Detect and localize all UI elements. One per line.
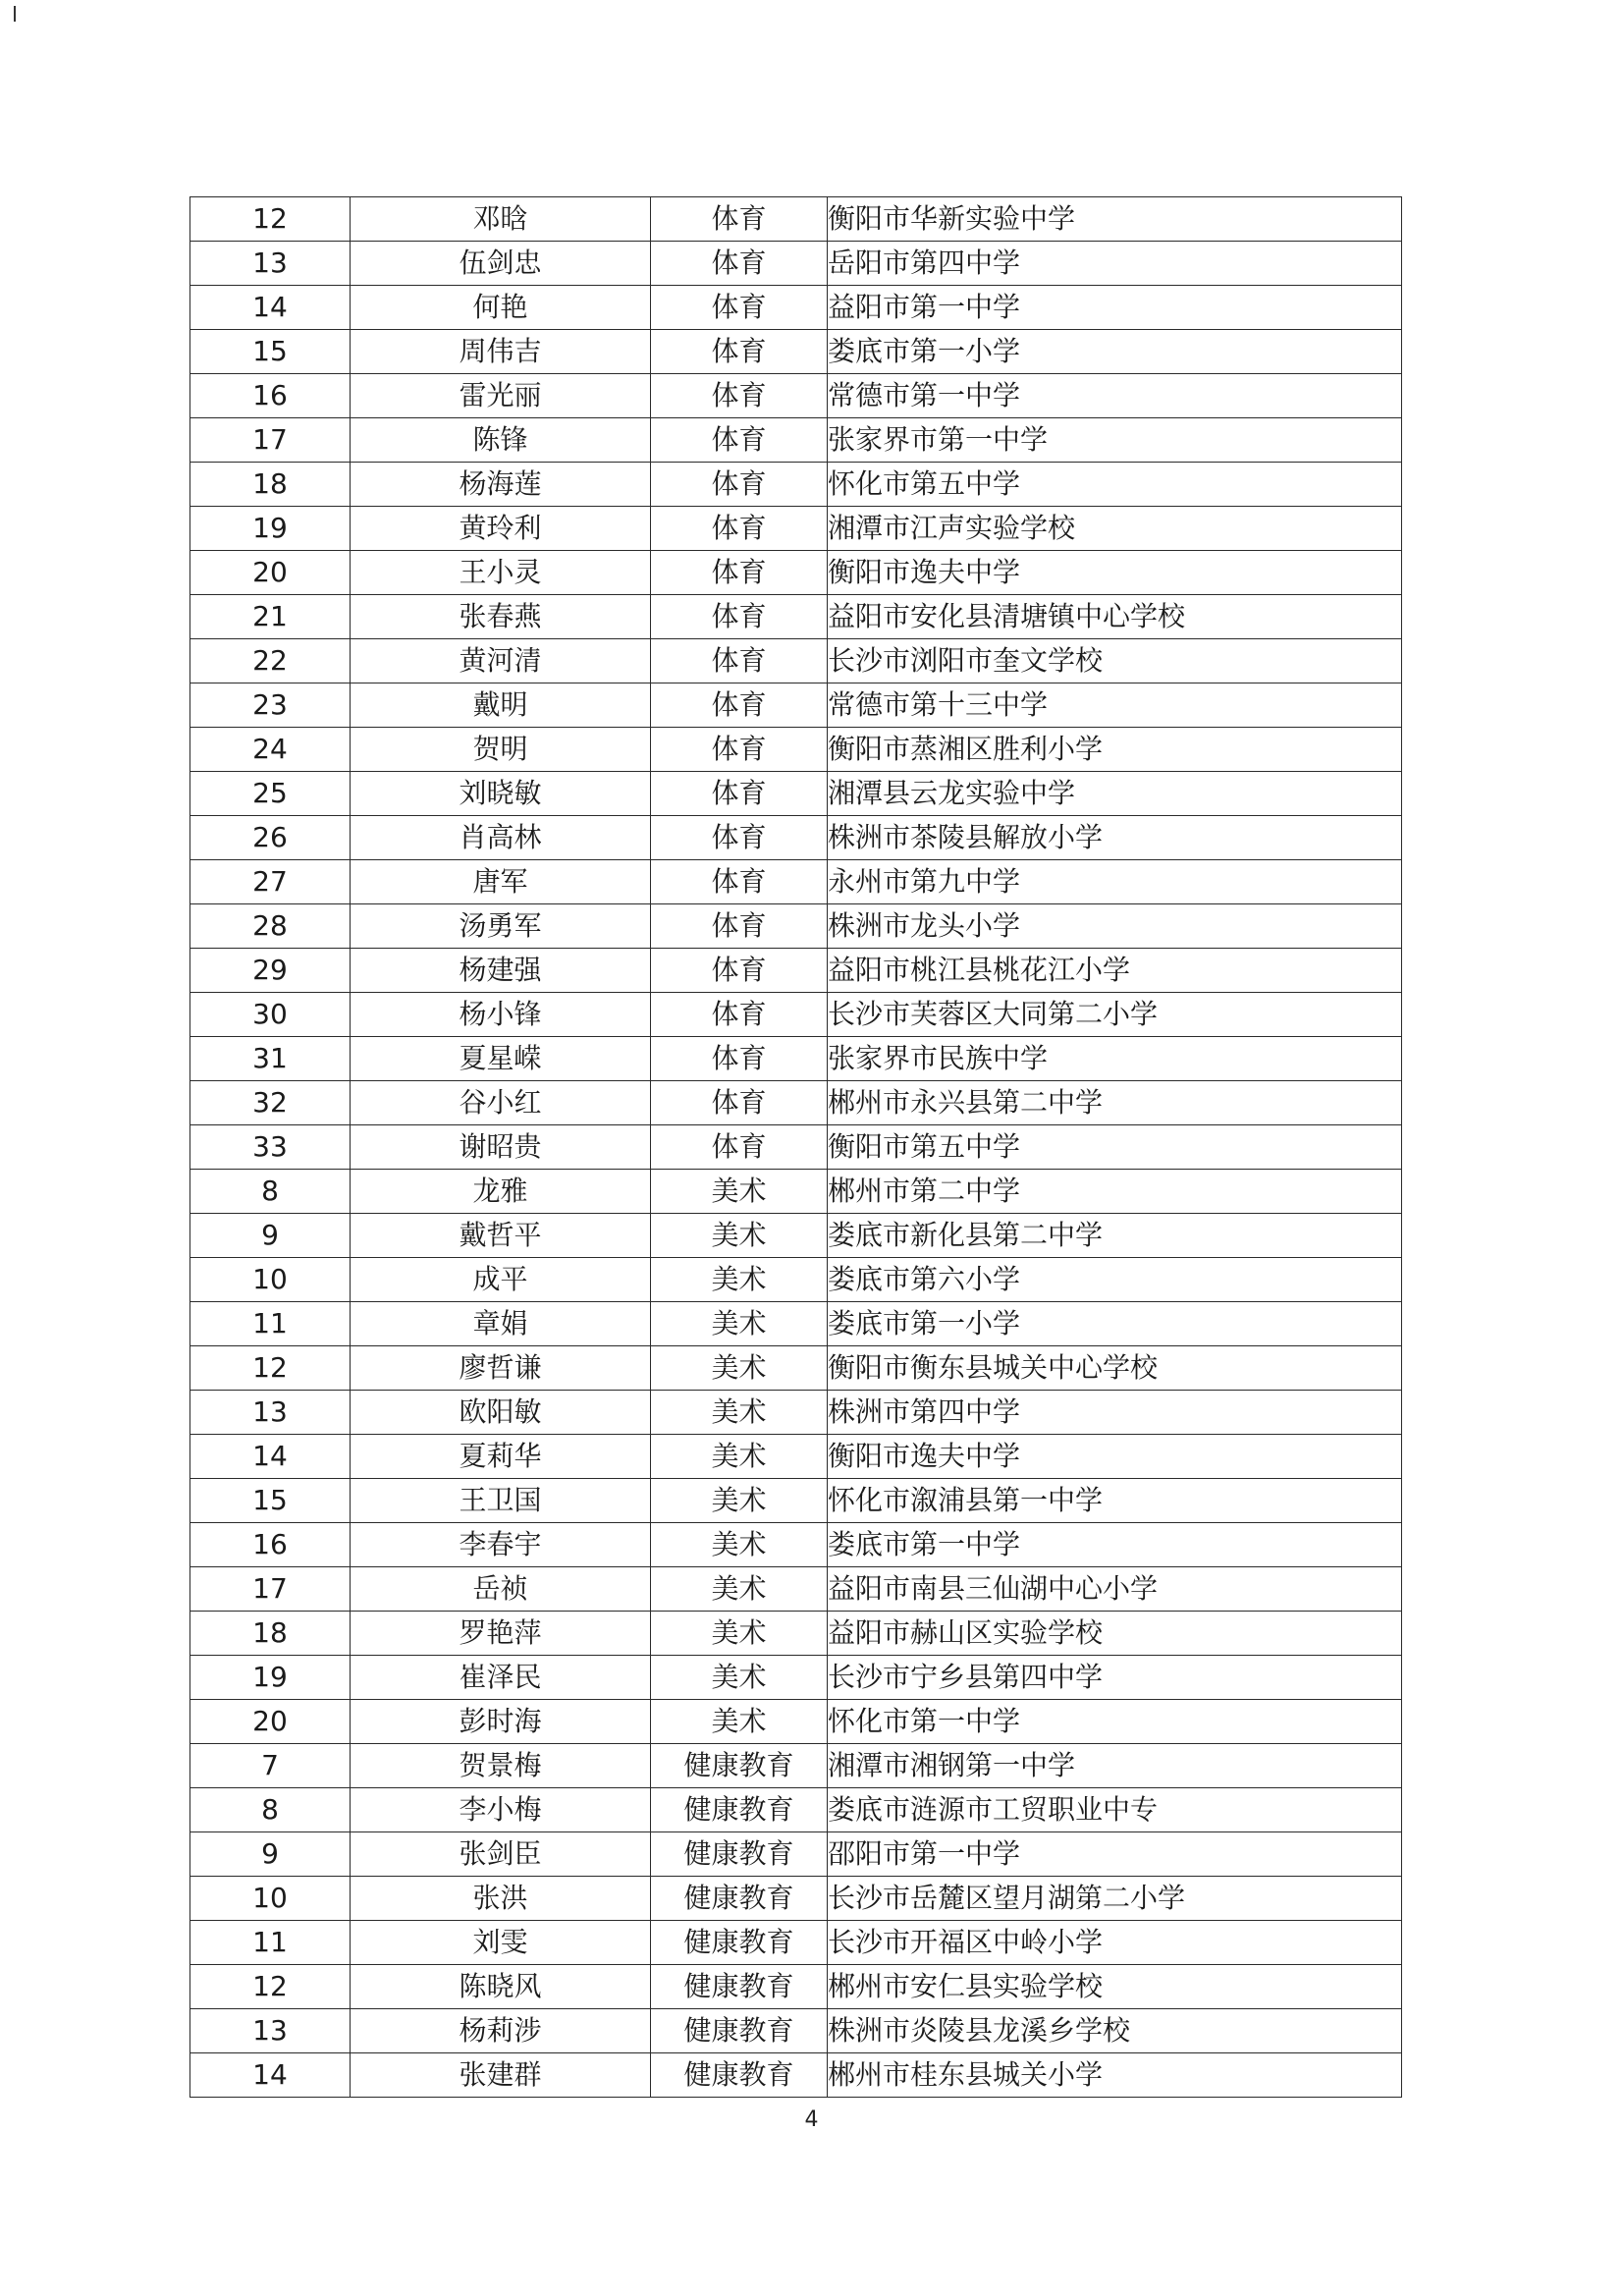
name-cell: 周伟吉 — [351, 330, 651, 374]
name-cell: 罗艳萍 — [351, 1612, 651, 1656]
unit-cell: 郴州市永兴县第二中学 — [828, 1081, 1402, 1125]
row-number-cell: 30 — [190, 993, 351, 1037]
row-number-cell: 10 — [190, 1258, 351, 1302]
subject-cell: 美术 — [651, 1656, 828, 1700]
subject-cell: 体育 — [651, 1081, 828, 1125]
unit-cell: 衡阳市衡东县城关中心学校 — [828, 1346, 1402, 1391]
unit-cell: 益阳市桃江县桃花江小学 — [828, 949, 1402, 993]
subject-cell: 体育 — [651, 993, 828, 1037]
row-number-cell: 17 — [190, 418, 351, 463]
table-row — [190, 1700, 1402, 1744]
subject-cell: 体育 — [651, 463, 828, 507]
table-row — [190, 1788, 1402, 1832]
row-number-cell: 12 — [190, 1965, 351, 2009]
table-row — [190, 1258, 1402, 1302]
row-number-cell: 26 — [190, 816, 351, 860]
subject-cell: 体育 — [651, 772, 828, 816]
subject-cell: 体育 — [651, 1125, 828, 1170]
subject-cell: 体育 — [651, 949, 828, 993]
row-number-cell: 18 — [190, 1612, 351, 1656]
subject-cell: 健康教育 — [651, 1788, 828, 1832]
row-number-cell: 9 — [190, 1832, 351, 1877]
table-row — [190, 1214, 1402, 1258]
table-row — [190, 1744, 1402, 1788]
subject-cell: 体育 — [651, 683, 828, 728]
unit-cell: 株洲市炎陵县龙溪乡学校 — [828, 2009, 1402, 2053]
name-cell: 杨海莲 — [351, 463, 651, 507]
row-number-cell: 13 — [190, 2009, 351, 2053]
name-cell: 杨莉涉 — [351, 2009, 651, 2053]
table-row — [190, 1346, 1402, 1391]
table-row — [190, 1523, 1402, 1567]
name-cell: 岳祯 — [351, 1567, 651, 1612]
table-row — [190, 1037, 1402, 1081]
table-row — [190, 728, 1402, 772]
name-cell: 杨建强 — [351, 949, 651, 993]
unit-cell: 张家界市第一中学 — [828, 418, 1402, 463]
row-number-cell: 24 — [190, 728, 351, 772]
name-cell: 陈晓风 — [351, 1965, 651, 2009]
row-number-cell: 11 — [190, 1921, 351, 1965]
unit-cell: 娄底市涟源市工贸职业中专 — [828, 1788, 1402, 1832]
table-row — [190, 1302, 1402, 1346]
table-row — [190, 2053, 1402, 2098]
unit-cell: 株洲市龙头小学 — [828, 904, 1402, 949]
name-cell: 陈锋 — [351, 418, 651, 463]
subject-cell: 健康教育 — [651, 1877, 828, 1921]
unit-cell: 娄底市第一中学 — [828, 1523, 1402, 1567]
subject-cell: 美术 — [651, 1170, 828, 1214]
name-cell: 汤勇军 — [351, 904, 651, 949]
unit-cell: 湘潭市江声实验学校 — [828, 507, 1402, 551]
name-cell: 何艳 — [351, 286, 651, 330]
table-row — [190, 595, 1402, 639]
name-cell: 张洪 — [351, 1877, 651, 1921]
subject-cell: 美术 — [651, 1391, 828, 1435]
row-number-cell: 29 — [190, 949, 351, 993]
subject-cell: 体育 — [651, 197, 828, 242]
unit-cell: 郴州市桂东县城关小学 — [828, 2053, 1402, 2098]
unit-cell: 衡阳市逸夫中学 — [828, 1435, 1402, 1479]
unit-cell: 张家界市民族中学 — [828, 1037, 1402, 1081]
table-row — [190, 1081, 1402, 1125]
unit-cell: 衡阳市逸夫中学 — [828, 551, 1402, 595]
table-row — [190, 1435, 1402, 1479]
table-row — [190, 993, 1402, 1037]
row-number-cell: 10 — [190, 1877, 351, 1921]
table-row — [190, 816, 1402, 860]
subject-cell: 体育 — [651, 374, 828, 418]
subject-cell: 体育 — [651, 507, 828, 551]
name-cell: 雷光丽 — [351, 374, 651, 418]
name-cell: 章娟 — [351, 1302, 651, 1346]
name-cell: 崔泽民 — [351, 1656, 651, 1700]
roster-body — [190, 197, 1402, 2098]
name-cell: 李春宇 — [351, 1523, 651, 1567]
row-number-cell: 14 — [190, 2053, 351, 2098]
name-cell: 戴明 — [351, 683, 651, 728]
subject-cell: 美术 — [651, 1612, 828, 1656]
row-number-cell: 18 — [190, 463, 351, 507]
unit-cell: 衡阳市第五中学 — [828, 1125, 1402, 1170]
row-number-cell: 15 — [190, 1479, 351, 1523]
row-number-cell: 12 — [190, 1346, 351, 1391]
unit-cell: 长沙市岳麓区望月湖第二小学 — [828, 1877, 1402, 1921]
unit-cell: 湘潭县云龙实验中学 — [828, 772, 1402, 816]
table-row — [190, 1170, 1402, 1214]
table-row — [190, 374, 1402, 418]
row-number-cell: 20 — [190, 551, 351, 595]
unit-cell: 郴州市第二中学 — [828, 1170, 1402, 1214]
unit-cell: 常德市第一中学 — [828, 374, 1402, 418]
subject-cell: 体育 — [651, 816, 828, 860]
page-number: 4 — [804, 2107, 819, 2132]
name-cell: 夏星嵘 — [351, 1037, 651, 1081]
name-cell: 龙雅 — [351, 1170, 651, 1214]
row-number-cell: 16 — [190, 374, 351, 418]
name-cell: 肖高林 — [351, 816, 651, 860]
subject-cell: 健康教育 — [651, 2053, 828, 2098]
unit-cell: 怀化市第五中学 — [828, 463, 1402, 507]
unit-cell: 郴州市安仁县实验学校 — [828, 1965, 1402, 2009]
unit-cell: 娄底市第一小学 — [828, 330, 1402, 374]
row-number-cell: 32 — [190, 1081, 351, 1125]
table-row — [190, 551, 1402, 595]
table-row — [190, 1965, 1402, 2009]
name-cell: 邓晗 — [351, 197, 651, 242]
name-cell: 黄玲利 — [351, 507, 651, 551]
row-number-cell: 17 — [190, 1567, 351, 1612]
name-cell: 欧阳敏 — [351, 1391, 651, 1435]
table-row — [190, 2009, 1402, 2053]
row-number-cell: 25 — [190, 772, 351, 816]
unit-cell: 娄底市第一小学 — [828, 1302, 1402, 1346]
subject-cell: 体育 — [651, 330, 828, 374]
row-number-cell: 8 — [190, 1170, 351, 1214]
table-row — [190, 286, 1402, 330]
table-row — [190, 330, 1402, 374]
name-cell: 廖哲谦 — [351, 1346, 651, 1391]
table-row — [190, 683, 1402, 728]
name-cell: 张剑臣 — [351, 1832, 651, 1877]
subject-cell: 健康教育 — [651, 1965, 828, 2009]
name-cell: 张春燕 — [351, 595, 651, 639]
table-row — [190, 949, 1402, 993]
row-number-cell: 19 — [190, 1656, 351, 1700]
name-cell: 刘雯 — [351, 1921, 651, 1965]
row-number-cell: 13 — [190, 242, 351, 286]
subject-cell: 体育 — [651, 551, 828, 595]
unit-cell: 湘潭市湘钢第一中学 — [828, 1744, 1402, 1788]
unit-cell: 益阳市南县三仙湖中心小学 — [828, 1567, 1402, 1612]
unit-cell: 永州市第九中学 — [828, 860, 1402, 904]
table-row — [190, 507, 1402, 551]
table-row — [190, 197, 1402, 242]
table-row — [190, 1479, 1402, 1523]
subject-cell: 体育 — [651, 860, 828, 904]
unit-cell: 怀化市溆浦县第一中学 — [828, 1479, 1402, 1523]
name-cell: 贺景梅 — [351, 1744, 651, 1788]
row-number-cell: 16 — [190, 1523, 351, 1567]
unit-cell: 益阳市安化县清塘镇中心学校 — [828, 595, 1402, 639]
subject-cell: 体育 — [651, 418, 828, 463]
name-cell: 张建群 — [351, 2053, 651, 2098]
scan-mark — [14, 6, 16, 22]
row-number-cell: 8 — [190, 1788, 351, 1832]
unit-cell: 长沙市芙蓉区大同第二小学 — [828, 993, 1402, 1037]
subject-cell: 美术 — [651, 1435, 828, 1479]
unit-cell: 邵阳市第一中学 — [828, 1832, 1402, 1877]
table-row — [190, 242, 1402, 286]
name-cell: 成平 — [351, 1258, 651, 1302]
table-row — [190, 904, 1402, 949]
name-cell: 谢昭贵 — [351, 1125, 651, 1170]
name-cell: 伍剑忠 — [351, 242, 651, 286]
unit-cell: 岳阳市第四中学 — [828, 242, 1402, 286]
subject-cell: 健康教育 — [651, 1921, 828, 1965]
subject-cell: 体育 — [651, 595, 828, 639]
table-row — [190, 418, 1402, 463]
subject-cell: 美术 — [651, 1567, 828, 1612]
row-number-cell: 9 — [190, 1214, 351, 1258]
row-number-cell: 15 — [190, 330, 351, 374]
unit-cell: 株洲市第四中学 — [828, 1391, 1402, 1435]
row-number-cell: 28 — [190, 904, 351, 949]
unit-cell: 娄底市第六小学 — [828, 1258, 1402, 1302]
row-number-cell: 33 — [190, 1125, 351, 1170]
name-cell: 谷小红 — [351, 1081, 651, 1125]
unit-cell: 益阳市第一中学 — [828, 286, 1402, 330]
table-row — [190, 1877, 1402, 1921]
unit-cell: 株洲市茶陵县解放小学 — [828, 816, 1402, 860]
row-number-cell: 27 — [190, 860, 351, 904]
table-row — [190, 1921, 1402, 1965]
subject-cell: 美术 — [651, 1523, 828, 1567]
subject-cell: 体育 — [651, 286, 828, 330]
roster-table — [189, 196, 1402, 2098]
unit-cell: 娄底市新化县第二中学 — [828, 1214, 1402, 1258]
row-number-cell: 14 — [190, 1435, 351, 1479]
subject-cell: 体育 — [651, 904, 828, 949]
row-number-cell: 23 — [190, 683, 351, 728]
unit-cell: 长沙市开福区中岭小学 — [828, 1921, 1402, 1965]
subject-cell: 健康教育 — [651, 1832, 828, 1877]
row-number-cell: 31 — [190, 1037, 351, 1081]
name-cell: 黄河清 — [351, 639, 651, 683]
row-number-cell: 12 — [190, 197, 351, 242]
subject-cell: 体育 — [651, 639, 828, 683]
subject-cell: 健康教育 — [651, 2009, 828, 2053]
unit-cell: 怀化市第一中学 — [828, 1700, 1402, 1744]
row-number-cell: 19 — [190, 507, 351, 551]
name-cell: 刘晓敏 — [351, 772, 651, 816]
subject-cell: 健康教育 — [651, 1744, 828, 1788]
name-cell: 李小梅 — [351, 1788, 651, 1832]
name-cell: 彭时海 — [351, 1700, 651, 1744]
name-cell: 唐军 — [351, 860, 651, 904]
name-cell: 贺明 — [351, 728, 651, 772]
table-row — [190, 1391, 1402, 1435]
subject-cell: 体育 — [651, 242, 828, 286]
subject-cell: 美术 — [651, 1258, 828, 1302]
name-cell: 王小灵 — [351, 551, 651, 595]
table-row — [190, 463, 1402, 507]
name-cell: 王卫国 — [351, 1479, 651, 1523]
table-row — [190, 1832, 1402, 1877]
table-row — [190, 860, 1402, 904]
name-cell: 夏莉华 — [351, 1435, 651, 1479]
unit-cell: 衡阳市华新实验中学 — [828, 197, 1402, 242]
subject-cell: 美术 — [651, 1214, 828, 1258]
table-row — [190, 1656, 1402, 1700]
row-number-cell: 13 — [190, 1391, 351, 1435]
table-row — [190, 772, 1402, 816]
subject-cell: 美术 — [651, 1700, 828, 1744]
row-number-cell: 22 — [190, 639, 351, 683]
table-row — [190, 1612, 1402, 1656]
unit-cell: 长沙市宁乡县第四中学 — [828, 1656, 1402, 1700]
subject-cell: 体育 — [651, 728, 828, 772]
table-row — [190, 1567, 1402, 1612]
subject-cell: 美术 — [651, 1479, 828, 1523]
table-row — [190, 639, 1402, 683]
subject-cell: 体育 — [651, 1037, 828, 1081]
unit-cell: 长沙市浏阳市奎文学校 — [828, 639, 1402, 683]
table-row — [190, 1125, 1402, 1170]
row-number-cell: 14 — [190, 286, 351, 330]
subject-cell: 美术 — [651, 1346, 828, 1391]
row-number-cell: 20 — [190, 1700, 351, 1744]
name-cell: 戴哲平 — [351, 1214, 651, 1258]
row-number-cell: 21 — [190, 595, 351, 639]
row-number-cell: 11 — [190, 1302, 351, 1346]
unit-cell: 益阳市赫山区实验学校 — [828, 1612, 1402, 1656]
unit-cell: 常德市第十三中学 — [828, 683, 1402, 728]
row-number-cell: 7 — [190, 1744, 351, 1788]
unit-cell: 衡阳市蒸湘区胜利小学 — [828, 728, 1402, 772]
subject-cell: 美术 — [651, 1302, 828, 1346]
name-cell: 杨小锋 — [351, 993, 651, 1037]
